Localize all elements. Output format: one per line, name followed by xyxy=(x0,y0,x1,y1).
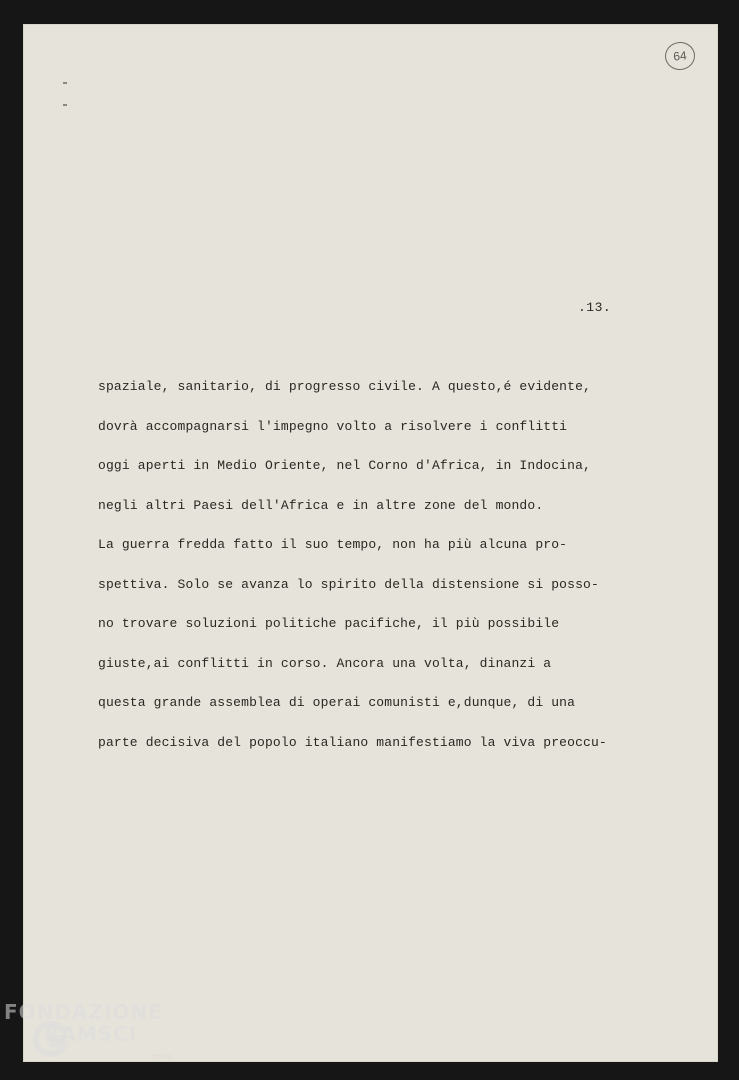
text-line: giuste,ai conflitti in corso. Ancora una volta, dinanzi a xyxy=(98,655,552,671)
text-line: questa grande assemblea di operai comunisti e,dunque, di una xyxy=(98,695,576,710)
text-line: oggi aperti in Medio Oriente, nel Corno d'Africa, in Indocina, xyxy=(98,458,591,473)
text-line: negli altri Paesi dell'Africa e in altre zone del mondo. xyxy=(98,497,544,513)
text-line: dovrà accompagnarsi l'impegno volto a risolvere i conflitti xyxy=(98,418,568,434)
text-line: no trovare soluzioni politiche pacifiche, il più possibile xyxy=(98,616,560,631)
document-page xyxy=(23,24,718,1062)
text-line: La guerra fredda fatto il suo tempo, non ha più alcuna pro- xyxy=(98,537,568,552)
margin-mark xyxy=(63,82,67,84)
page-number: .13. xyxy=(578,300,612,315)
text-line: spaziale, sanitario, di progresso civile. A questo,é evidente, xyxy=(98,379,591,394)
watermark-tag: onlus xyxy=(151,1052,173,1061)
watermark-title: FONDAZIONE xyxy=(4,1000,163,1024)
archive-page-stamp: 64 xyxy=(664,41,697,72)
watermark-subtitle: RAMSCI xyxy=(44,1022,138,1046)
text-line: spettiva. Solo se avanza lo spirito della distensione si posso- xyxy=(98,576,599,592)
typed-body-text xyxy=(98,374,638,769)
margin-mark xyxy=(63,104,67,106)
fondazione-gramsci-watermark xyxy=(4,1000,194,1078)
text-line: parte decisiva del popolo italiano manifestiamo la viva preoccu- xyxy=(98,734,607,750)
